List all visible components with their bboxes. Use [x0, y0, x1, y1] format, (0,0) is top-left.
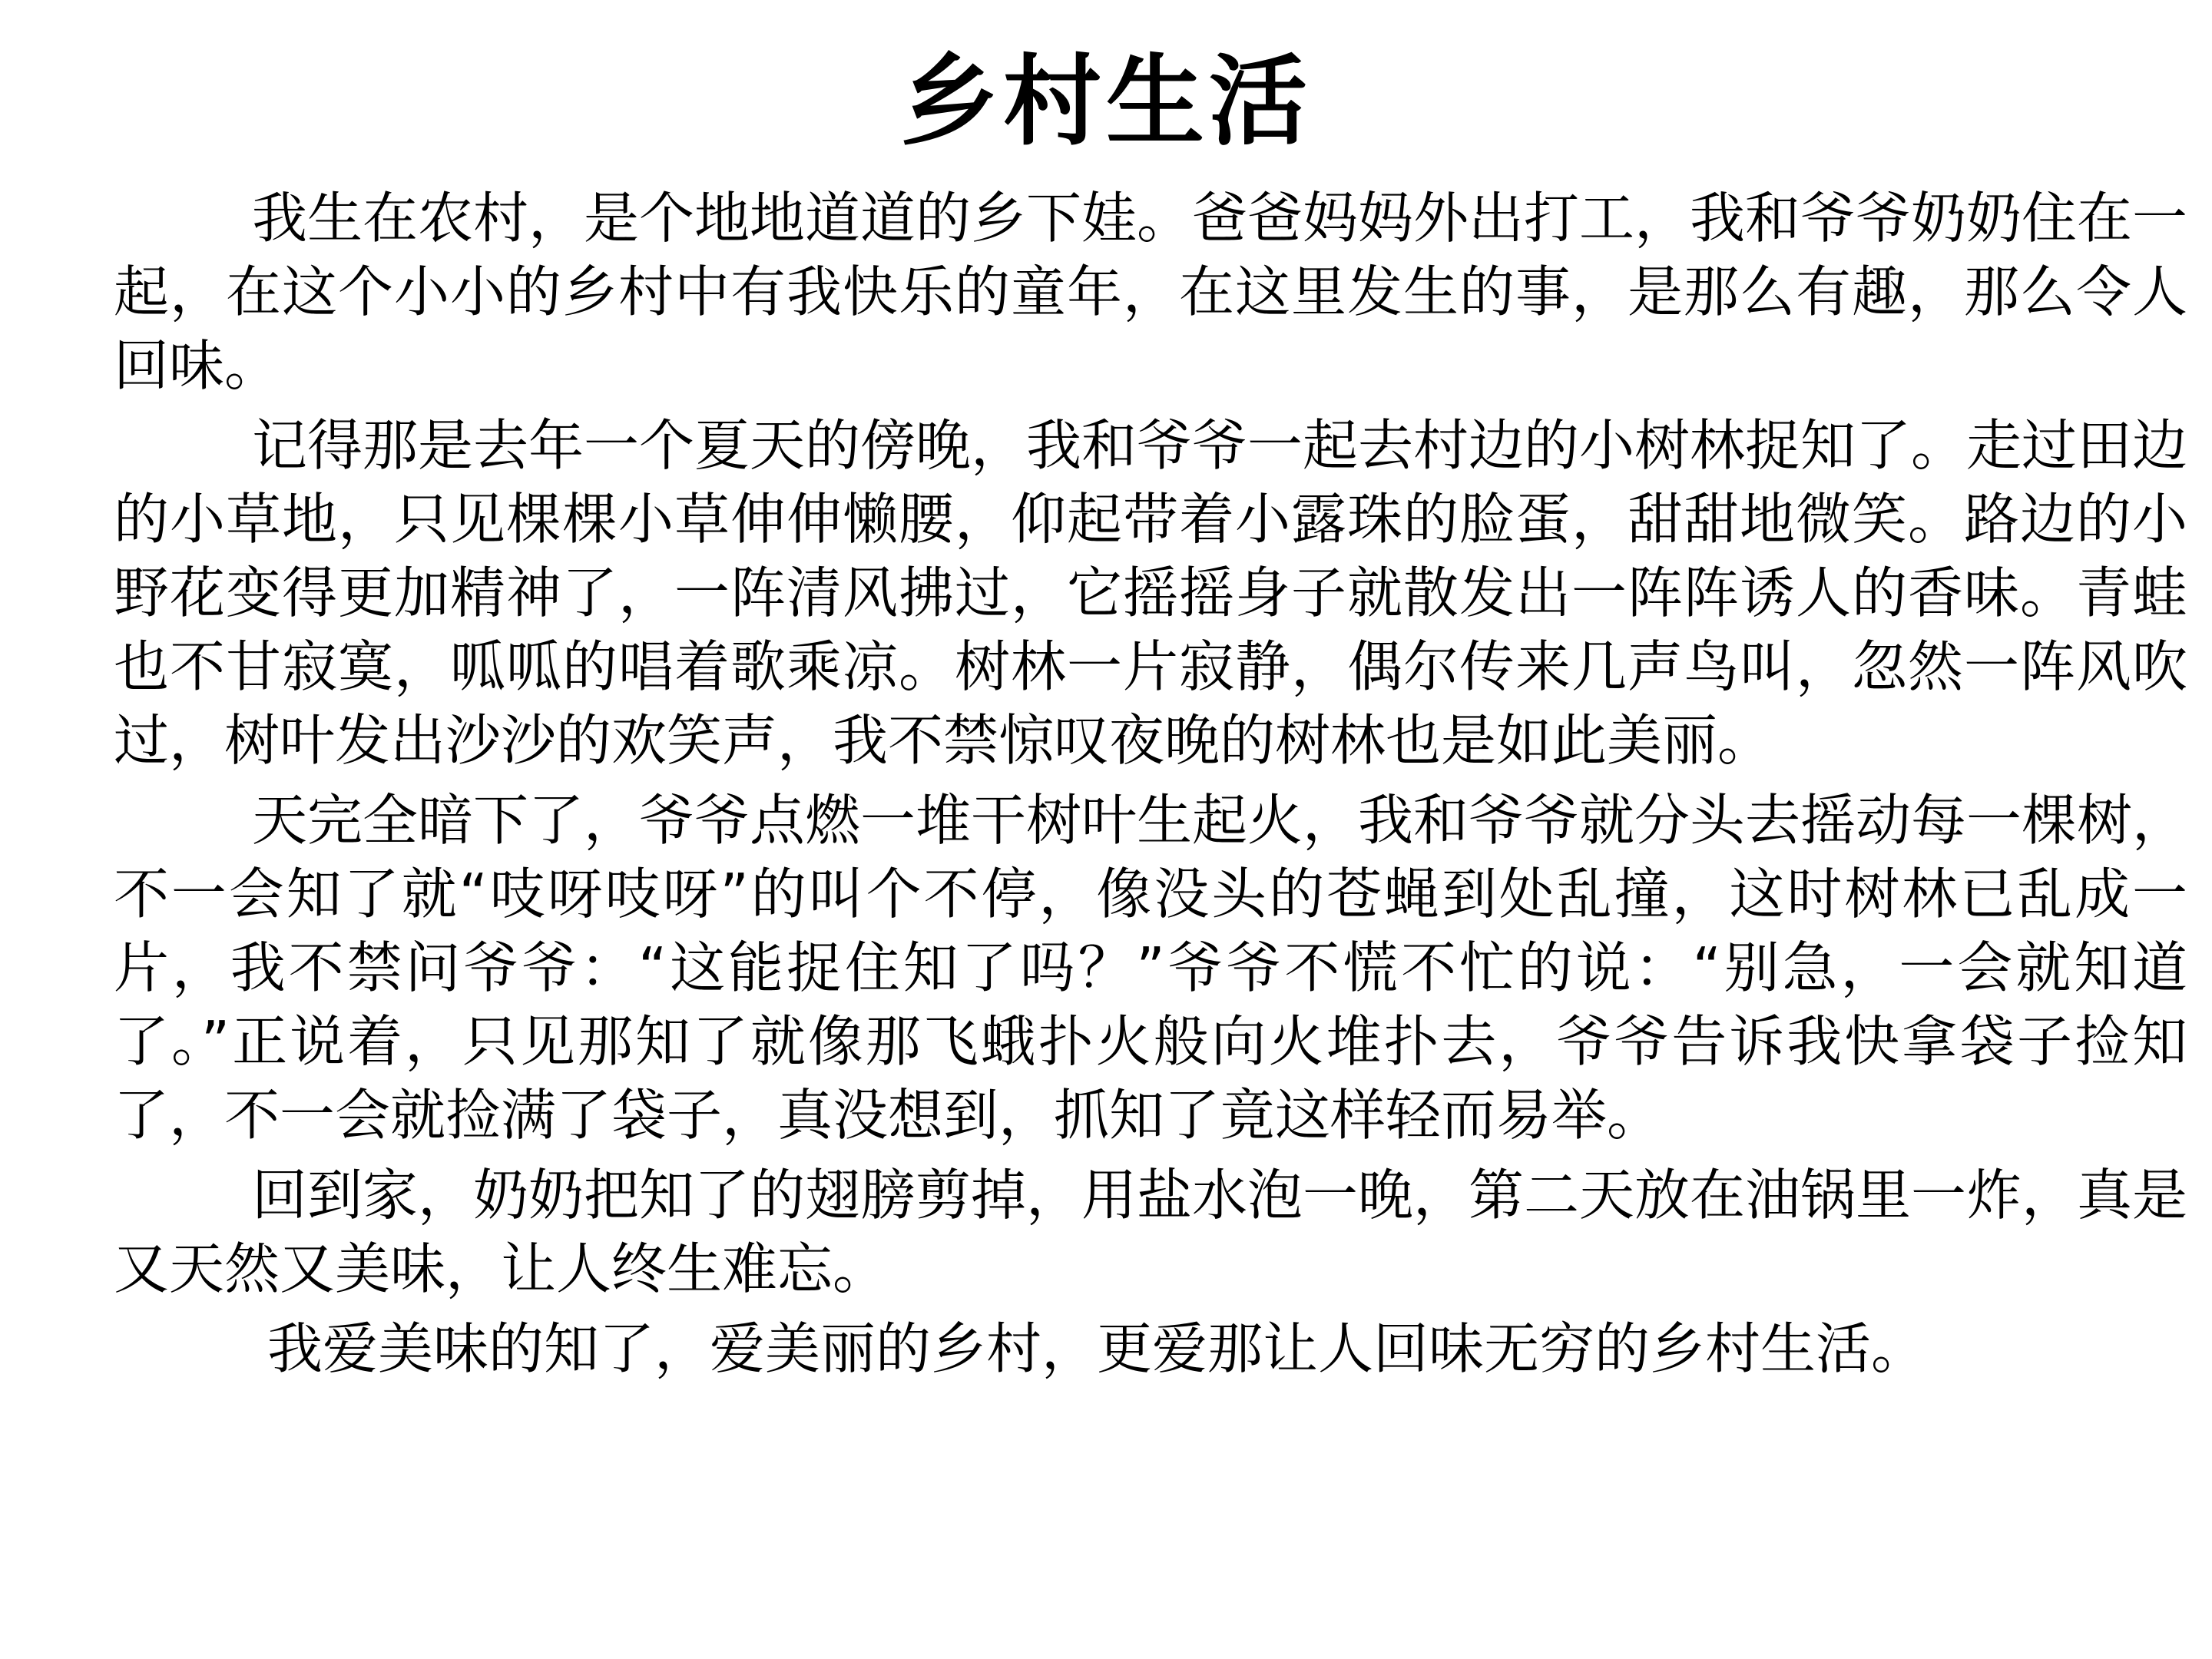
paragraph-2: 记得那是去年一个夏天的傍晚，我和爷爷一起去村边的小树林捉知了。走过田边的小草地，只见棵棵小草伸伸懒腰，仰起带着小露珠的脸蛋，甜甜地微笑。路边的小野花变得更加精神了，一阵清风拂过，它摇摇身子就散发出一阵阵诱人的香味。青蛙也不甘寂寞，呱呱的唱着歌乘凉。树林一片寂静，偶尔传来几声鸟叫，忽然一阵风吹过，树叶发出沙沙的欢笑声，我不禁惊叹夜晚的树林也是如此美丽。	[114, 413, 2188, 773]
document-title: 乡村生活	[899, 45, 1312, 159]
document-body	[114, 181, 2187, 1392]
paragraph-4: 回到家，奶奶把知了的翅膀剪掉，用盐水泡一晚，第二天放在油锅里一炸，真是又天然又美味，让人终生难忘。	[114, 1163, 2188, 1301]
paragraph-1: 我生在农村，是个地地道道的乡下娃。爸爸妈妈外出打工，我和爷爷奶奶住在一起，在这个小小的乡村中有我快乐的童年，在这里发生的事，是那么有趣，那么令人回味。	[114, 186, 2188, 398]
paragraph-3: 天完全暗下了，爷爷点燃一堆干树叶生起火，我和爷爷就分头去摇动每一棵树，不一会知了就“吱呀吱呀”的叫个不停，像没头的苍蝇到处乱撞，这时树林已乱成一片，我不禁问爷爷：“这能捉住知了吗？”爷爷不慌不忙的说：“别急，一会就知道了。”正说着，只见那知了就像那飞蛾扑火般向火堆扑去，爷爷告诉我快拿袋子捡知了，不一会就捡满了袋子，真没想到，抓知了竟这样轻而易举。	[114, 788, 2188, 1147]
paragraph-5: 我爱美味的知了，爱美丽的乡村，更爱那让人回味无穷的乡村生活。	[267, 1316, 1927, 1381]
